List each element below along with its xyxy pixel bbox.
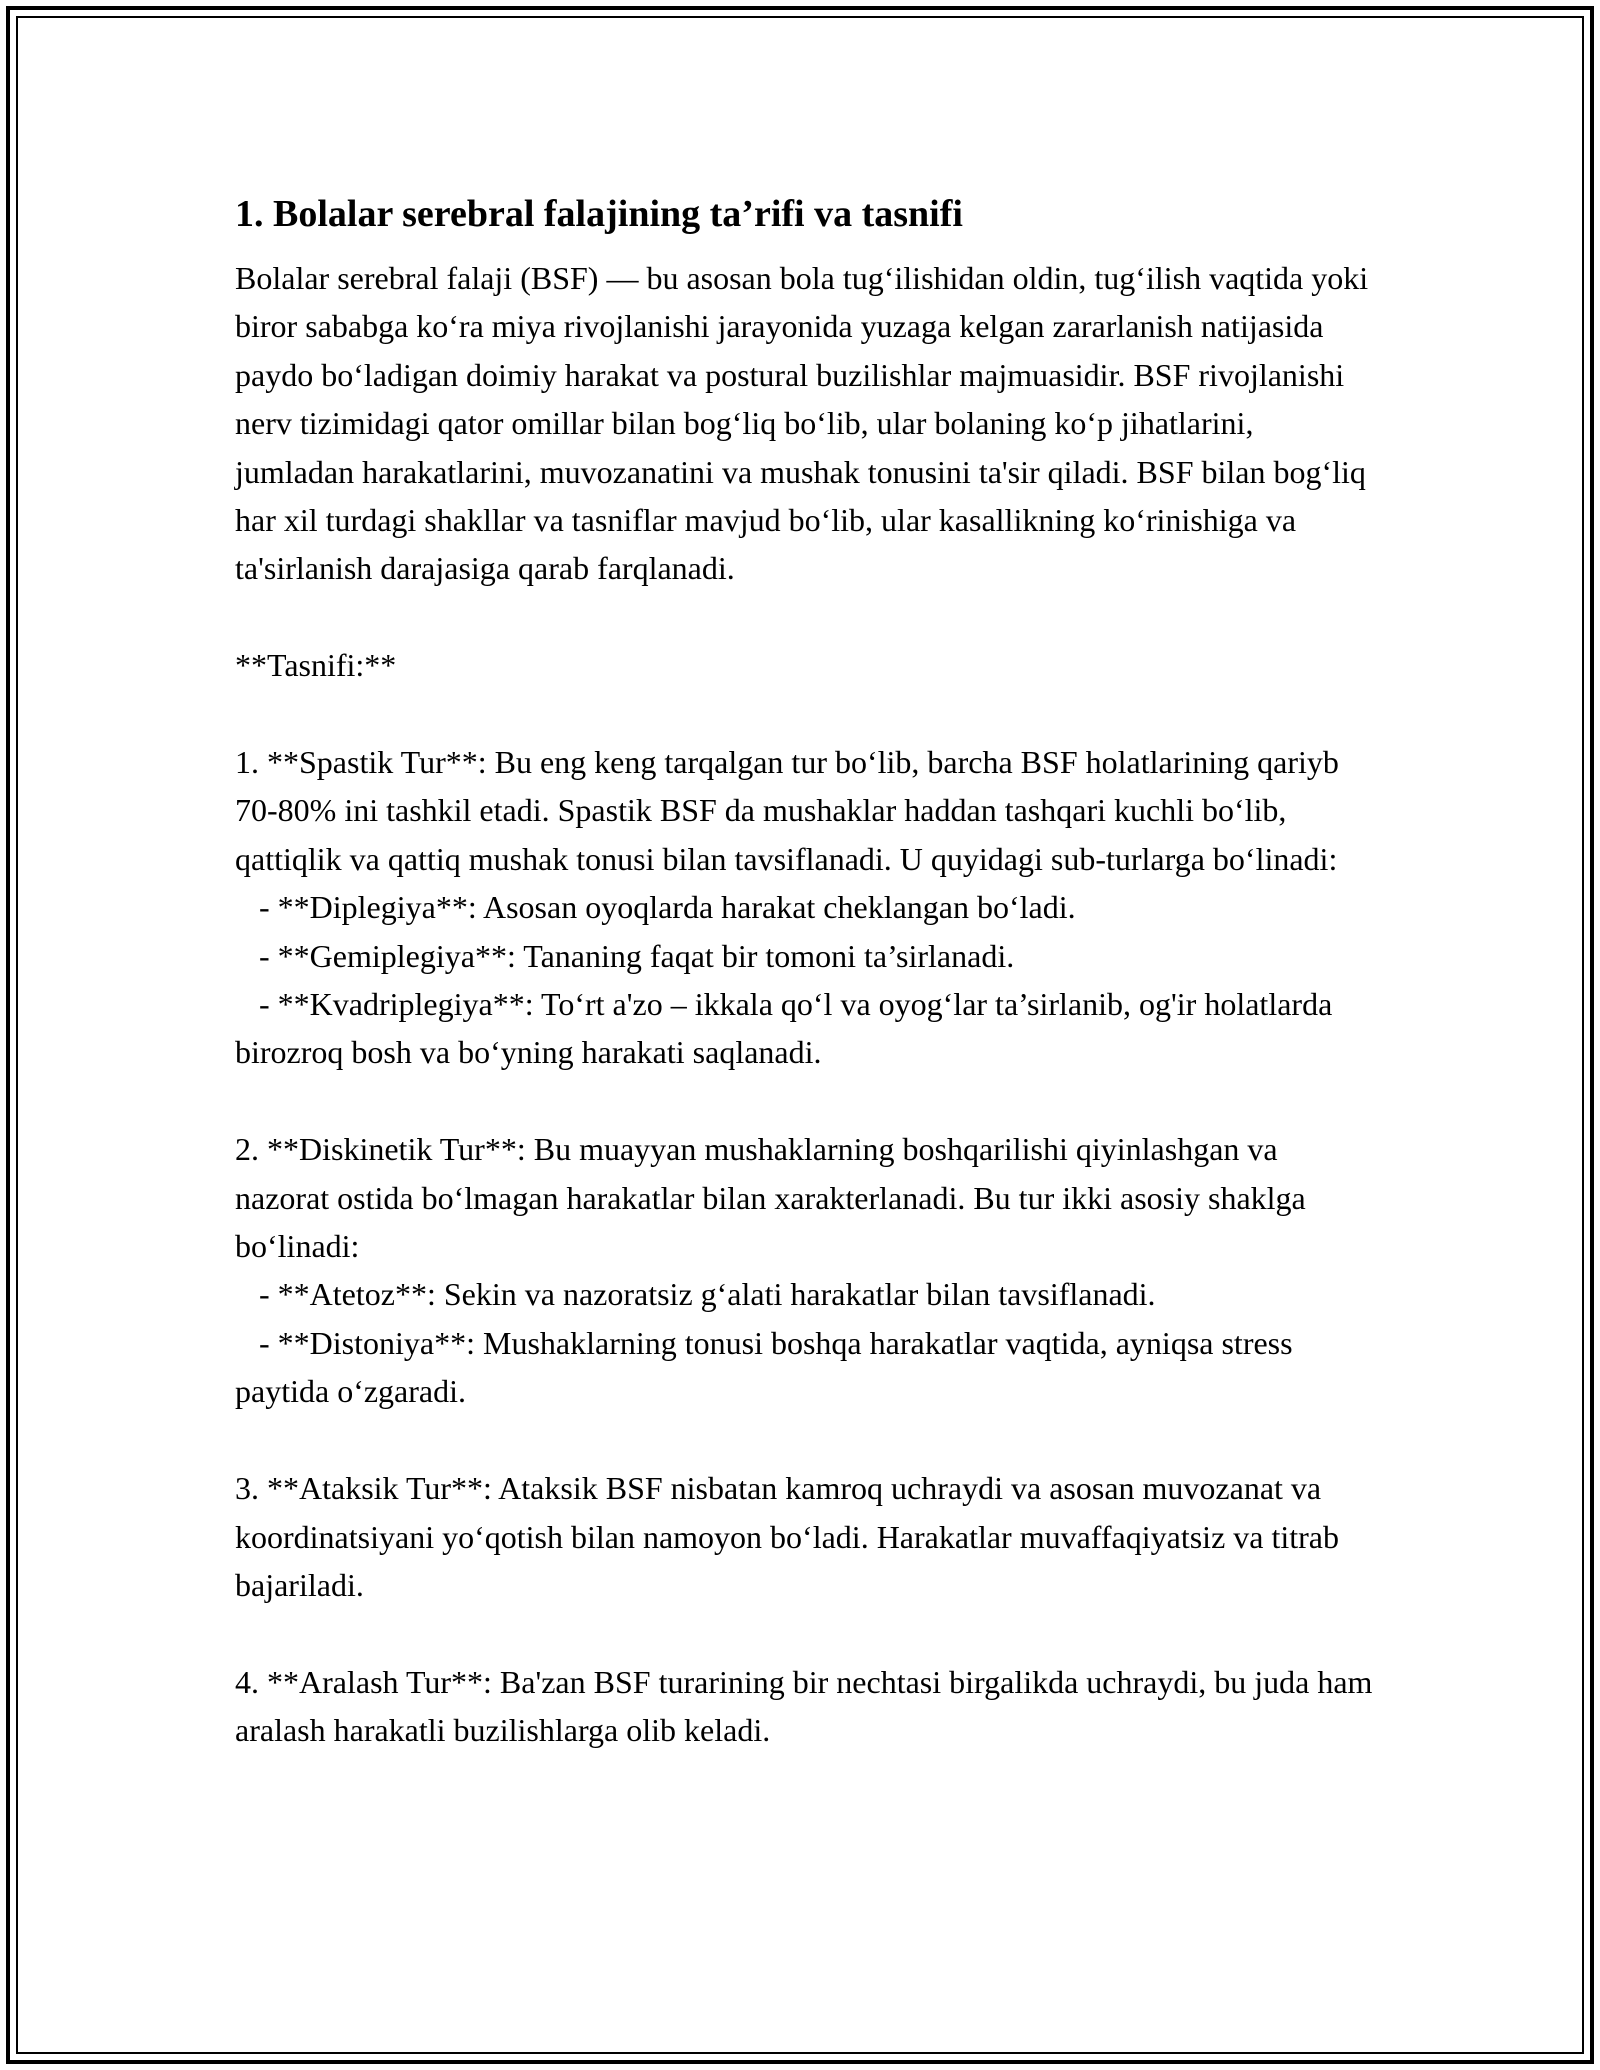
spacer	[235, 593, 1375, 641]
type-4-paragraph: 4. **Aralash Tur**: Ba'zan BSF turarining bir nechtasi birgalikda uchraydi, bu juda ham aralash harakatli buzilishlarga olib keladi.	[235, 1663, 1381, 1749]
spacer	[235, 1416, 1375, 1464]
intro-paragraph: Bolalar serebral falaji (BSF) — bu asosan bola tug‘ilishidan oldin, tug‘ilish vaqtida yoki biror sababga ko‘ra miya rivojlanishi jarayonida yuzaga kelgan zararlanish natijasida paydo bo‘ladigan doimiy harakat va postural buzilishlar majmuasidir. BSF rivojlanishi nerv tizimidagi qator omillar bilan bog‘liq bo‘lib, ular bolaning ko‘p jihatlarini, jumladan harakatlarini, muvozanatini va mushak tonusini ta'sir qiladi. BSF bilan bog‘liq har xil turdagi shakllar va tasniflar mavjud bo‘lib, ular kasallikning ko‘rinishiga va ta'sirlanish darajasiga qarab farqlanadi.	[235, 260, 1377, 587]
spacer	[235, 1077, 1375, 1125]
type-1-subtype-diplegiya: - **Diplegiya**: Asosan oyoqlarda harakat cheklangan bo‘ladi.	[235, 889, 1076, 926]
type-2-subtype-atetoz: - **Atetoz**: Sekin va nazoratsiz g‘alati harakatlar bilan tavsiflanadi.	[235, 1276, 1156, 1313]
type-2-subtype-distoniya: - **Distoniya**: Mushaklarning tonusi boshqa harakatlar vaqtida, ayniqsa stress paytida o‘zgaradi.	[235, 1324, 1301, 1410]
section-title: 1. Bolalar serebral falajining ta’rifi va tasnifi	[235, 193, 963, 235]
type-1-subtype-kvadriplegiya: - **Kvadriplegiya**: To‘rt a'zo – ikkala qo‘l va oyog‘lar ta’sirlanib, og'ir holatlarda birozroq bosh va bo‘yning harakati saqlanadi.	[235, 986, 1341, 1071]
type-3-paragraph: 3. **Ataksik Tur**: Ataksik BSF nisbatan kamroq uchraydi va asosan muvozanat va koordinatsiyani yo‘qotish bilan namoyon bo‘ladi. Harakatlar muvaffaqiyatsiz va titrab bajariladi.	[235, 1470, 1347, 1603]
spacer	[235, 1609, 1375, 1657]
type-1-subtype-gemiplegiya: - **Gemiplegiya**: Tananing faqat bir tomoni ta’sirlanadi.	[235, 937, 1015, 974]
type-1-paragraph: 1. **Spastik Tur**: Bu eng keng tarqalgan tur bo‘lib, barcha BSF holatlarining qariyb 70-80% ini tashkil etadi. Spastik BSF da mushaklar haddan tashqari kuchli bo‘lib, qattiqlik va qattiq mushak tonusi bilan tavsiflanadi. U quyidagi sub-turlarga bo‘linadi:	[235, 744, 1347, 877]
classification-heading: **Tasnifi:**	[235, 647, 397, 684]
spacer	[235, 690, 1375, 738]
type-2-paragraph: 2. **Diskinetik Tur**: Bu muayyan mushaklarning boshqarilishi qiyinlashgan va nazorat ostida bo‘lmagan harakatlar bilan xarakterlanadi. Bu tur ikki asosiy shaklga bo‘linadi:	[235, 1131, 1314, 1265]
document-body	[235, 182, 1381, 1755]
